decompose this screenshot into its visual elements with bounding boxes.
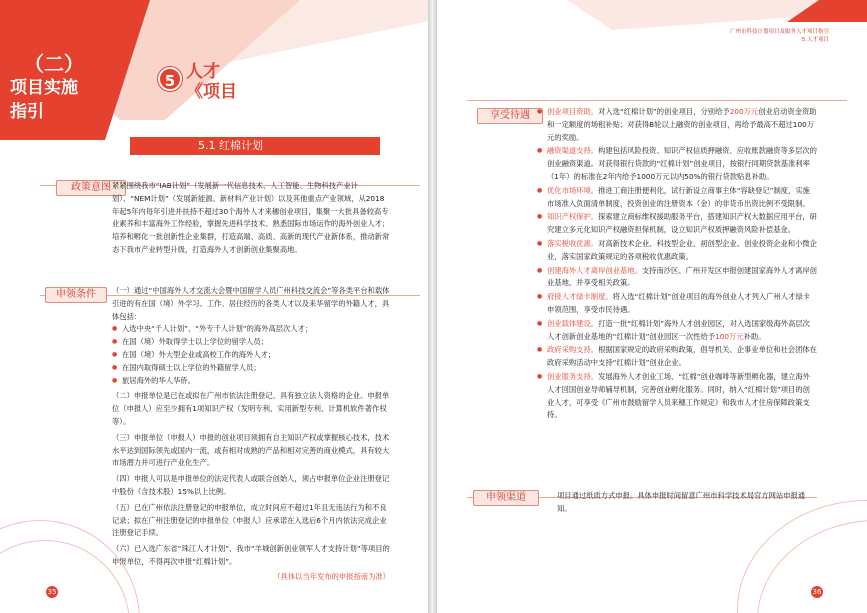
benefit-amount: 200万元 bbox=[729, 107, 759, 116]
list-item: ● 在国（境）外大型企业或高校工作的海外人才； bbox=[112, 349, 390, 362]
conditions-list bbox=[112, 323, 390, 387]
chapter-title-line1: 项目实施 bbox=[10, 78, 78, 98]
right-page bbox=[437, 0, 867, 613]
subsection-title: 5.1 红棉计划 bbox=[130, 137, 380, 155]
condition-paragraph: （六）已入选广东省“珠江人才计划”、我市“羊城创新创业领军人才支持计划”等项目的申报单位，不得再次申报“红棉计划”。 bbox=[112, 544, 390, 566]
benefit-heading: 创业服务支持。 bbox=[547, 371, 599, 381]
benefit-item bbox=[537, 211, 817, 237]
benefit-heading: 创建海外人才离岸创业基地。 bbox=[547, 265, 642, 275]
conditions-label: 申领条件 bbox=[45, 287, 107, 303]
page-number: 35 bbox=[47, 588, 57, 596]
chapter-title-line2: 指引 bbox=[10, 102, 44, 122]
benefit-text: 将入选“红棉计划”创业项目的海外创业人才列入广州人才绿卡申领范围，享受市民待遇。 bbox=[547, 292, 810, 314]
benefits-body bbox=[537, 106, 817, 422]
policy-label: 政策意图 bbox=[56, 180, 126, 196]
benefit-text: 支持南沙区、广州开发区申报创建国家海外人才离岸创业基地，并享受相关政策。 bbox=[547, 265, 817, 288]
benefit-heading: 落实税收优惠。 bbox=[547, 238, 599, 248]
running-header-title: 广州市科技计划项目及服务人才项目指引 bbox=[729, 29, 829, 35]
benefit-text: 发展海外人才创业工场、“红棉”创业咖啡等新型孵化器，建立海外人才回国创业导师辅导机制，完善创业孵化服务。同时，纳入“红棉计划”项目的创业人才，可享受《广州市鼓励留学人员来穗工作规定》和我市人才住房保障政策支持。 bbox=[547, 371, 810, 420]
benefit-heading: 政府采购支持。 bbox=[547, 345, 599, 355]
benefit-amount: 100万元 bbox=[715, 331, 744, 341]
chapter-number: （二） bbox=[24, 52, 84, 76]
divider bbox=[467, 100, 847, 101]
benefit-text-rest: 创业启动资金资助和一定额度的场租补贴；对获得B轮以上融资的创业项目，再给予最高不超过100万元的奖励。 bbox=[547, 107, 817, 142]
benefit-item bbox=[537, 291, 817, 317]
benefit-text: 对高新技术企业、科技型企业、初创型企业、创业投资企业和小微企业，落实国家政策规定的各项税收优惠政策。 bbox=[547, 238, 817, 261]
section-title-line2: 《项目 bbox=[186, 82, 237, 102]
benefit-item bbox=[537, 145, 817, 183]
condition-paragraph: （四）申报人可以是申报单位的法定代表人或联合创始人，须占申报单位企业注册登记中股份（含技术股）15%以上比例。 bbox=[112, 474, 390, 496]
benefit-text: 探索建立商标维权援助服务平台，搭建知识产权大数据应用平台，研究建立多元化知识产权融资担保机制，设立知识产权质押融资风险补偿基金。 bbox=[547, 212, 817, 235]
benefit-text: 推进工商注册便利化，试行新设立商事主体“容缺登记”制度，实施市场准入负面清单制度，投资创业的注册资本（金）的非货币出资比例不受限制。 bbox=[547, 185, 810, 208]
condition-paragraph: （二）申报单位是已在或拟在广州市依法注册登记、具有独立法人资格的企业。申报单位（申报人）应至少拥有1项知识产权（发明专利、实用新型专利、计算机软件著作权等）。 bbox=[112, 391, 390, 426]
list-item: ● 在国（境）外取得学士以上学位的留学人员； bbox=[112, 336, 390, 349]
benefit-item bbox=[537, 371, 817, 422]
benefit-text: 打造一批“红棉计划”海外人才创业园区，对入选国家级海外高层次人才创新创业基地的“红棉计划”创业园区一次性给予 bbox=[547, 318, 810, 341]
footnote: （具体以当年发布的申报指南为准） bbox=[273, 571, 390, 581]
channel-text: 项目通过纸质方式申报。具体申报时间留意广州市科学技术局官方网站申报通知。 bbox=[557, 491, 806, 513]
list-item: ● 入选中央“千人计划”、“外专千人计划”的海外高层次人才； bbox=[112, 323, 390, 336]
benefit-heading: 知识产权保护。 bbox=[547, 212, 599, 222]
benefit-text-rest: 补助。 bbox=[743, 331, 766, 341]
benefit-item bbox=[537, 344, 817, 370]
benefit-item bbox=[537, 265, 817, 291]
section-title-line1: 人才 bbox=[186, 62, 220, 82]
benefit-item bbox=[537, 318, 817, 344]
benefit-item bbox=[537, 238, 817, 264]
benefit-text: 根据国家规定的政府采购政策，倡导机关、企事业单位和社会团体在政府采购活动中支持“红棉计划”创业企业。 bbox=[547, 345, 817, 368]
running-header-section: 5.人才项目 bbox=[801, 37, 829, 43]
benefit-heading: 创业项目资助。 bbox=[547, 107, 599, 116]
left-page bbox=[0, 0, 430, 613]
chapter-title bbox=[10, 52, 84, 124]
running-header bbox=[730, 28, 829, 44]
benefits-list bbox=[537, 106, 817, 422]
benefit-heading: 优化市场环境。 bbox=[547, 185, 599, 195]
condition-paragraph: （三）申报单位（申报人）申报的创业项目须拥有自主知识产权或掌握核心技术，技术水平达到国际领先或国内一流，或有相对成熟的产品和相对完善的商业模式，具有较大市场潜力并可进行产业化生产。 bbox=[112, 432, 390, 468]
benefit-text: 构建包括风险投资、知识产权信质押融资、应收账款融资等多层次的创业融资渠道。对获得银行贷款的“红棉计划”创业项目，按银行同期贷款基准利率（1年）的标准在2年内给予1000万元以内50%的银行贷款贴息补助。 bbox=[547, 146, 817, 181]
benefit-heading: 融资渠道支持。 bbox=[547, 146, 599, 156]
benefits-label: 享受待遇 bbox=[477, 108, 543, 124]
condition-paragraph: （五）已在广州依法注册登记的申报单位，成立时间应不超过1年且无违法行为和不良记录；拟在广州注册登记的申报单位（申报人）应承诺在入选后6个月内依法完成企业注册登记手续。 bbox=[112, 502, 387, 538]
channel-label: 申领渠道 bbox=[473, 490, 539, 506]
benefit-item bbox=[537, 185, 817, 211]
page-number: 36 bbox=[812, 588, 822, 596]
benefit-text: 对入选“红棉计划”的创业项目，分别给予 bbox=[598, 107, 730, 116]
benefit-heading: 创业载体建设。 bbox=[547, 318, 599, 328]
section-number-badge: 5 bbox=[158, 67, 182, 91]
list-item: ● 在国内取得硕士以上学位的外籍留学人员； bbox=[112, 362, 390, 375]
list-item: ● 旅居海外的华人华侨。 bbox=[112, 375, 390, 388]
conditions-body bbox=[112, 285, 390, 584]
benefit-item bbox=[537, 106, 817, 144]
policy-text: 紧紧围绕我市“IAB计划”（发展新一代信息技术、人工智能、生物科技产业计划）、“NEM计划”（发展新能源、新材料产业计划）以及其他重点产业领域，从2018年起5年内每年引进并扶持不超过30个海外人才来穗创业项目，集聚一大批具备较高专业素养和丰富海外工作经验，掌握先进科学技术、熟悉国际市场运作的海外创业人才；培养和孵化一批创新性企业集群，打造高端、高质、高新的现代产业新体系，推动新常态下我市产业转型升级，打造海外人才创新创业集聚高地。 bbox=[112, 181, 390, 254]
section-title bbox=[186, 62, 237, 102]
benefit-heading: 府接人才绿卡制度。 bbox=[547, 292, 613, 302]
conditions-intro: （一）通过“中国海外人才交流大会暨中国留学人员广州科技交流会”等各类平台和载体引进的有在国（境）外学习、工作、居住经历的各类人才以及来华留学的外籍人才，具体包括： bbox=[112, 286, 390, 321]
